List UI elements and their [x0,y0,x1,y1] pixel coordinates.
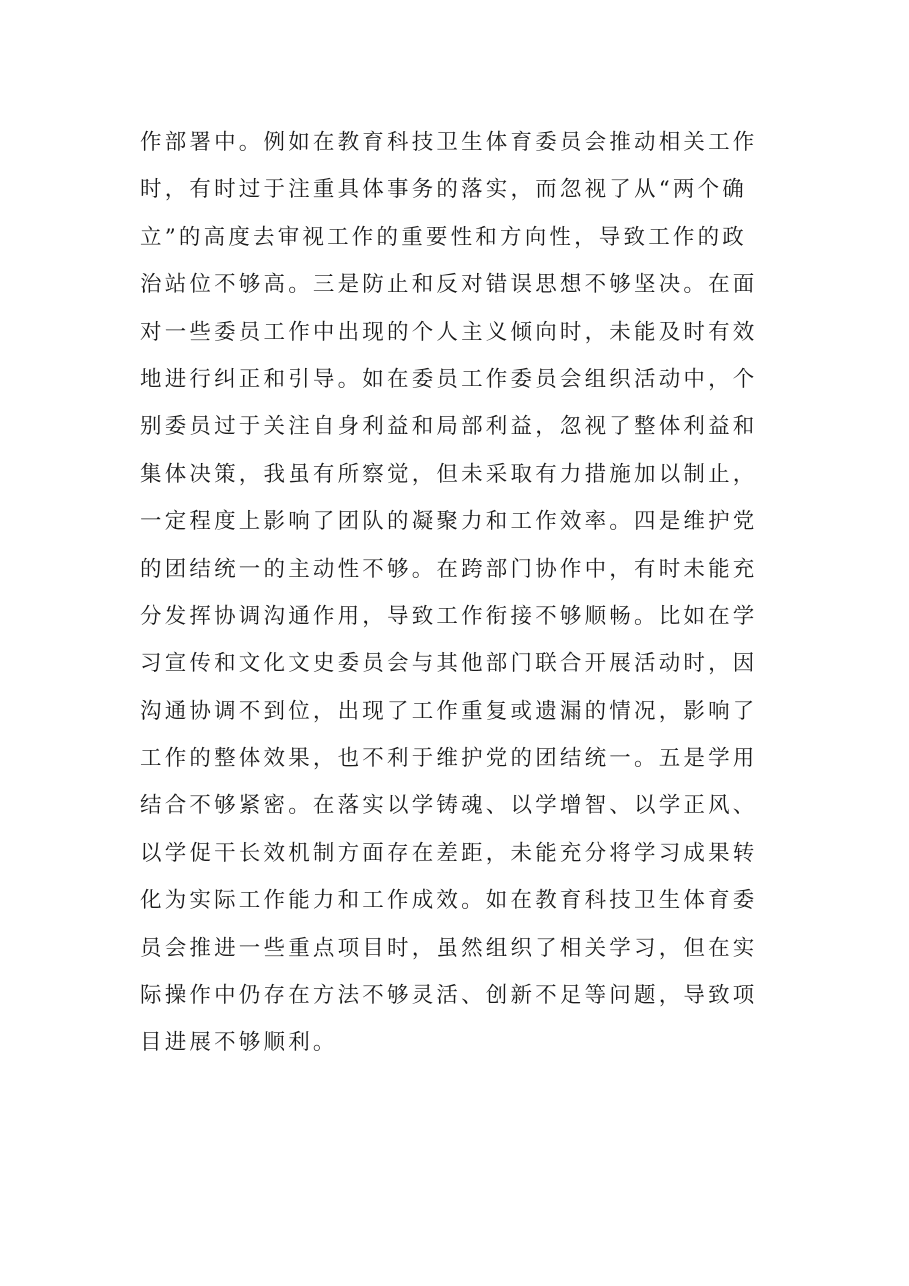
text-line: 员会推进一些重点项目时，虽然组织了相关学习，但在实 [140,935,758,961]
text-line: 一定程度上影响了团队的凝聚力和工作效率。四是维护党 [140,509,758,535]
text-line: 分发挥协调沟通作用，导致工作衔接不够顺畅。比如在学 [140,603,758,629]
text-line: 作部署中。例如在教育科技卫生体育委员会推动相关工作 [140,130,758,155]
body-paragraph [140,119,760,1067]
text-line: 别委员过于关注自身利益和局部利益，忽视了整体利益和 [140,414,758,440]
text-line: 集体决策，我虽有所察觉，但未采取有力措施加以制止， [140,461,758,487]
text-line: 对一些委员工作中出现的个人主义倾向时，未能及时有效 [140,319,758,345]
text-line: 沟通协调不到位，出现了工作重复或遗漏的情况，影响了 [140,698,758,724]
text-line: 地进行纠正和引导。如在委员工作委员会组织活动中，个 [140,366,758,392]
text-line: 际操作中仍存在方法不够灵活、创新不足等问题，导致项 [140,983,758,1009]
text-line: 的团结统一的主动性不够。在跨部门协作中，有时未能充 [140,556,758,582]
text-line: 化为实际工作能力和工作成效。如在教育科技卫生体育委 [140,888,758,914]
text-line: 结合不够紧密。在落实以学铸魂、以学增智、以学正风、 [140,793,758,819]
text-line: 治站位不够高。三是防止和反对错误思想不够坚决。在面 [140,272,758,298]
text-line: 以学促干长效机制方面存在差距，未能充分将学习成果转 [140,840,758,866]
text-line: 时，有时过于注重具体事务的落实，而忽视了从“两个确 [140,177,747,203]
text-line: 习宣传和文化文史委员会与其他部门联合开展活动时，因 [140,651,758,677]
text-line: 工作的整体效果，也不利于维护党的团结统一。五是学用 [140,746,758,772]
text-line: 立”的高度去审视工作的重要性和方向性，导致工作的政 [140,224,747,250]
text-line: 目进展不够顺利。 [140,1030,338,1056]
